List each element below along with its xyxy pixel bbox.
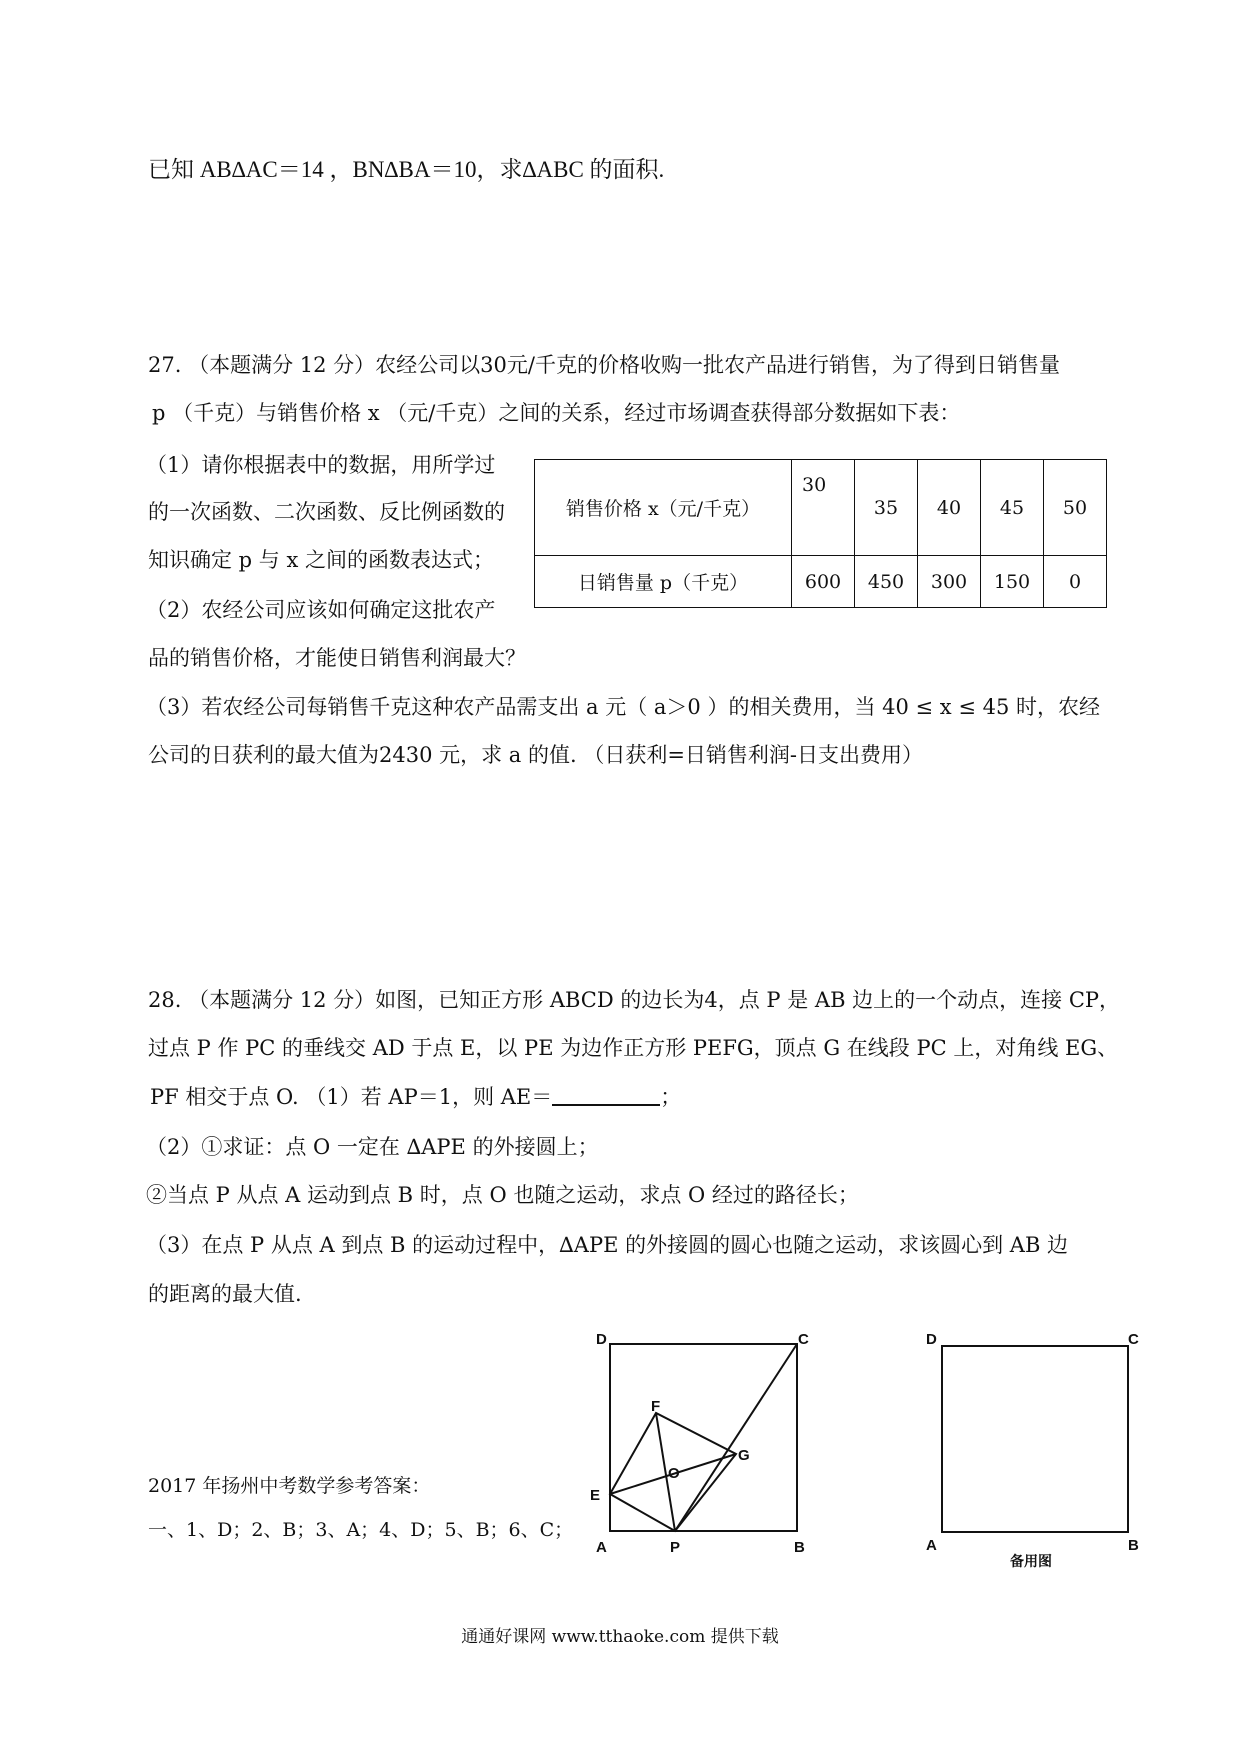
problem27-q2-line2: 品的销售价格，才能使日销售利润最大？ (148, 646, 526, 670)
problem27-q1-line2: 的一次函数、二次函数、反比例函数的 (148, 500, 505, 524)
figure-spare-square (922, 1328, 1142, 1578)
problem27-line1: 27. （本题满分 12 分）农经公司以30元/千克的价格收购一批农产品进行销售，为了得到日销售量 (148, 353, 1060, 377)
answer-blank (552, 1084, 660, 1106)
label-d: D (596, 1331, 607, 1348)
price-cell (792, 460, 855, 556)
spare-figure-caption: 备用图 (1010, 1553, 1052, 1569)
problem28-q3-line2: 的距离的最大值. (148, 1282, 302, 1306)
label-b: B (794, 1539, 805, 1556)
problem27-q3-line2: 公司的日获利的最大值为2430 元，求 a 的值. （日获利=日销售利润-日支出费用） (148, 743, 924, 767)
page-footer: 通通好课网 www.tthaoke.com 提供下载 (461, 1627, 779, 1647)
sales-cell: 450 (855, 556, 918, 608)
label-a: A (596, 1539, 607, 1556)
price-sales-table (534, 459, 1107, 608)
label-g: G (738, 1447, 750, 1464)
label-o: O (668, 1465, 680, 1482)
price-value: 30 (802, 474, 827, 496)
problem27-q3-line1: （3）若农经公司每销售千克这种农产品需支出 a 元（ a＞0 ）的相关费用，当 40 ≤ x ≤ 45 时，农经 (146, 695, 1100, 719)
label-p: P (670, 1539, 681, 1556)
answers-title: 2017 年扬州中考数学参考答案： (148, 1475, 431, 1497)
figure-square-abcd (590, 1328, 820, 1558)
spare-label-c: C (1128, 1331, 1139, 1348)
price-cell: 35 (855, 460, 918, 556)
problem27-q1-line3: 知识确定 p 与 x 之间的函数表达式； (148, 548, 494, 572)
problem26-tail: 已知 AB∆AC＝14 ，BN∆BA＝10，求∆ABC 的面积. (148, 157, 665, 182)
sales-cell: 150 (981, 556, 1044, 608)
problem27-q2-line1: （2）农经公司应该如何确定这批农产 (146, 598, 496, 622)
label-f: F (651, 1398, 661, 1415)
problem28-line2: 过点 P 作 PC 的垂线交 AD 于点 E，以 PE 为边作正方形 PEFG，顶点 G 在线段 PC 上，对角线 EG、 (148, 1036, 1119, 1060)
problem27-line2: p （千克）与销售价格 x （元/千克）之间的关系，经过市场调查获得部分数据如下表： (152, 401, 961, 425)
problem28-line3-end: ； (660, 1085, 682, 1109)
sales-cell: 300 (918, 556, 981, 608)
sales-cell: 600 (792, 556, 855, 608)
price-cell: 45 (981, 460, 1044, 556)
problem28-line3 (150, 1082, 681, 1112)
spare-label-d: D (926, 1331, 937, 1348)
problem28-q3-line1: （3）在点 P 从点 A 到点 B 的运动过程中，∆APE 的外接圆的圆心也随之运动，求该圆心到 AB 边 (146, 1233, 1069, 1257)
price-cell: 50 (1044, 460, 1107, 556)
problem28-line3-text: PF 相交于点 O. （1）若 AP＝1，则 AE＝ (150, 1085, 553, 1109)
sales-cell: 0 (1044, 556, 1107, 608)
table-row (535, 460, 1107, 556)
price-header: 销售价格 x（元/千克） (535, 460, 792, 556)
price-cell: 40 (918, 460, 981, 556)
problem28-q2-line2: ②当点 P 从点 A 运动到点 B 时，点 O 也随之运动，求点 O 经过的路径长； (146, 1183, 859, 1207)
problem28-line1: 28. （本题满分 12 分）如图，已知正方形 ABCD 的边长为4，点 P 是 AB 边上的一个动点，连接 CP， (148, 988, 1121, 1012)
table-row (535, 556, 1107, 608)
problem27-q1-line1: （1）请你根据表中的数据，用所学过 (146, 453, 496, 477)
sales-header: 日销售量 p（千克） (535, 556, 792, 608)
label-c: C (798, 1331, 809, 1348)
answers-line1: 一、1、D；2、B；3、A；4、D；5、B；6、C； (148, 1519, 574, 1541)
spare-label-b: B (1128, 1537, 1139, 1554)
segment-pc (675, 1344, 797, 1531)
spare-square-abcd (942, 1346, 1128, 1532)
spare-label-a: A (926, 1537, 937, 1554)
label-e: E (590, 1487, 601, 1504)
problem28-q2-line1: （2）①求证：点 O 一定在 ∆APE 的外接圆上； (146, 1135, 599, 1159)
